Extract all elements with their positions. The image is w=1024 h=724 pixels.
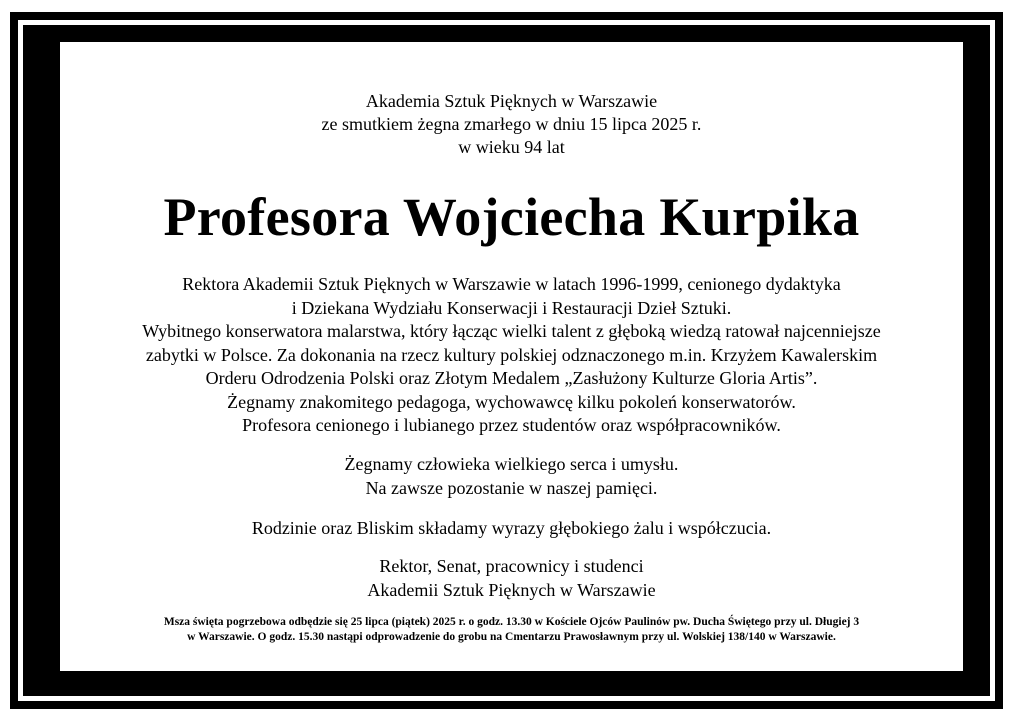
signature-block (60, 555, 963, 602)
header-line-institution: Akademia Sztuk Pięknych w Warszawie (365, 91, 658, 111)
signature-line: Akademii Sztuk Pięknych w Warszawie (367, 579, 656, 600)
funeral-details (60, 615, 963, 645)
body-line: zabytki w Polsce. Za dokonania na rzecz kultury polskiej odznaczonego m.in. Krzyżem Kawalerskim (145, 344, 878, 365)
farewell-line: Na zawsze pozostanie w naszej pamięci. (365, 477, 658, 498)
funeral-line: Msza święta pogrzebowa odbędzie się 25 lipca (piątek) 2025 r. o godz. 13.30 w Kościele Ojców Paulinów pw. Ducha Świętego przy ul. Długiej 3 (163, 616, 860, 628)
condolences-text: Rodzinie oraz Bliskim składamy wyrazy głębokiego żalu i współczucia. (251, 518, 772, 538)
body-line: Rektora Akademii Sztuk Pięknych w Warszawie w latach 1996-1999, cenionego dydaktyka (182, 274, 841, 294)
obituary-notice (60, 42, 963, 671)
body-line: Profesora cenionego i lubianego przez studentów oraz współpracowników. (242, 415, 781, 435)
header-line-age: w wieku 94 lat (458, 137, 565, 157)
body-line: i Dziekana Wydziału Konserwacji i Restauracji Dzieł Sztuki. (291, 297, 732, 318)
obituary-header (60, 90, 963, 159)
deceased-name: Profesora Wojciecha Kurpika (163, 187, 860, 247)
farewell-text (60, 453, 963, 500)
signature-line: Rektor, Senat, pracownicy i studenci (379, 556, 644, 576)
body-line: Wybitnego konserwatora malarstwa, który łącząc wielki talent z głęboką wiedzą ratował najcenniejsze (142, 321, 881, 341)
header-line-date: ze smutkiem żegna zmarłego w dniu 15 lipca 2025 r. (321, 114, 702, 134)
obituary-body (60, 273, 963, 438)
funeral-line: w Warszawie. O godz. 15.30 nastąpi odprowadzenie do grobu na Cmentarzu Prawosławnym przy ul. Wolskiej 138/140 w Warszawie. (187, 631, 836, 643)
farewell-line: Żegnamy człowieka wielkiego serca i umysłu. (344, 454, 679, 474)
body-line: Żegnamy znakomitego pedagoga, wychowawcę kilku pokoleń konserwatorów. (227, 391, 796, 412)
body-line: Orderu Odrodzenia Polski oraz Złotym Medalem „Zasłużony Kulturze Gloria Artis”. (205, 368, 818, 388)
